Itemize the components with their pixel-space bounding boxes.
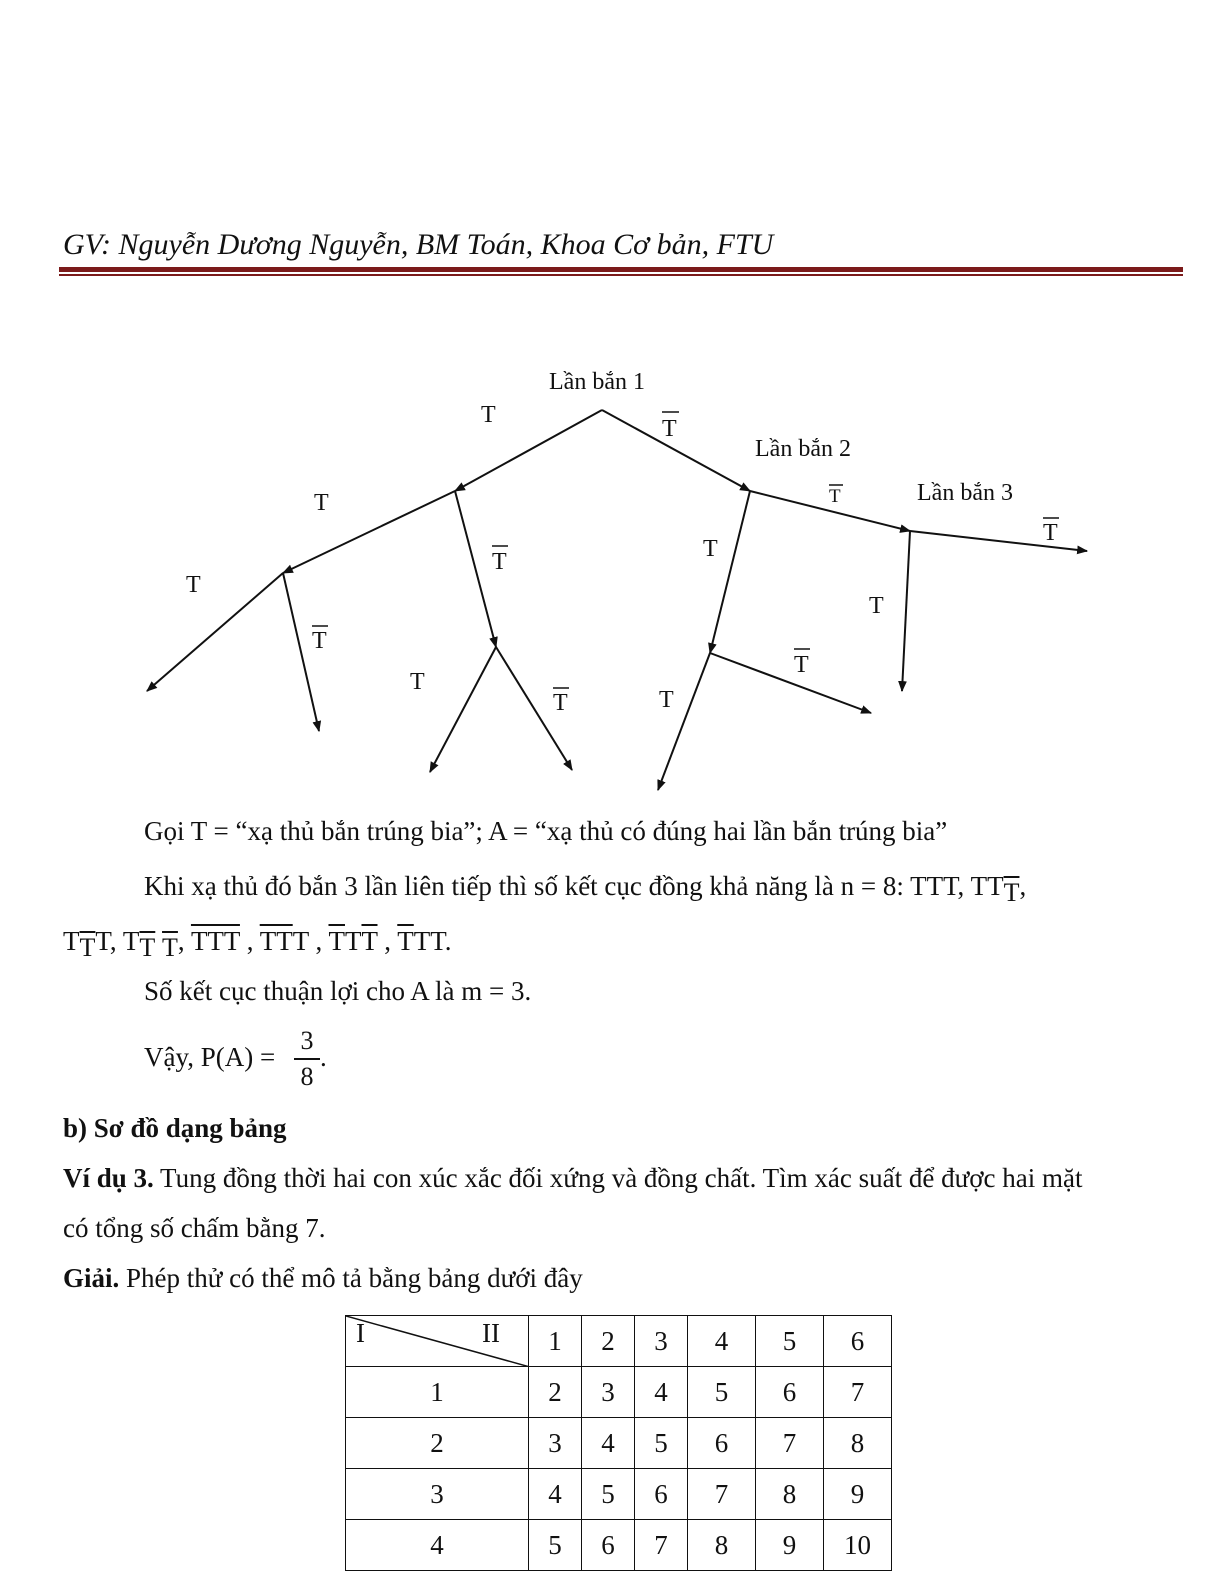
section-heading-text: b) Sơ đồ dạng bảng — [63, 1113, 287, 1143]
branch — [710, 653, 871, 713]
outcomes-list — [63, 926, 452, 962]
example-3 — [63, 1163, 1082, 1194]
table-cell: 8 — [756, 1469, 824, 1520]
table-cell: 6 — [582, 1520, 635, 1571]
branch — [430, 647, 496, 772]
period: . — [320, 1042, 327, 1072]
table-cell: 4 — [582, 1418, 635, 1469]
solution-intro — [63, 1263, 583, 1294]
branch-label-hit: T — [659, 687, 674, 713]
row-header: 3 — [346, 1469, 529, 1520]
col-header: 3 — [635, 1316, 688, 1367]
table-cell: 9 — [824, 1469, 892, 1520]
table-cell: 5 — [582, 1469, 635, 1520]
table-corner-cell — [346, 1316, 529, 1367]
table-header-row — [346, 1316, 892, 1367]
outcome-text: $\overline{T}$ — [162, 933, 178, 962]
branch-label-miss: T — [492, 549, 507, 575]
outcome-text: $\overline{T}$ — [361, 926, 378, 956]
outcome-text: $\overline{T}$ — [328, 926, 345, 956]
outcome-text: TT. — [413, 926, 452, 956]
level-label-3: Lần bắn 3 — [917, 480, 1013, 506]
table-cell: 8 — [824, 1418, 892, 1469]
branch-label-hit: T — [869, 593, 884, 619]
table-row — [346, 1469, 892, 1520]
outcome-text: , — [239, 926, 260, 956]
table-cell: 5 — [635, 1418, 688, 1469]
row-header: 1 — [346, 1367, 529, 1418]
col-header: 4 — [688, 1316, 756, 1367]
comma: , — [1019, 871, 1027, 901]
outcome-text: $\overline{T}$ — [79, 933, 96, 962]
branch-label-hit: T — [410, 669, 425, 695]
branch-label-miss: T — [553, 690, 568, 716]
table-cell: 8 — [688, 1520, 756, 1571]
branch-label-miss: T — [662, 416, 677, 442]
fraction-numerator: 3 — [300, 1026, 314, 1055]
branch-label-miss: T — [794, 652, 809, 678]
table-cell: 4 — [529, 1469, 582, 1520]
outcome-text: $\overline{T}$ — [397, 926, 414, 956]
outcomes-intro — [144, 871, 1027, 907]
fraction-bar — [294, 1058, 320, 1060]
outcomes-intro-text: Khi xạ thủ đó bắn 3 lần liên tiếp thì số kết cục đồng khả năng là n = 8: TTT, TT — [144, 871, 1004, 901]
outcome-text: , — [377, 926, 398, 956]
table-cell: 6 — [635, 1469, 688, 1520]
table-row — [346, 1520, 892, 1571]
branch — [455, 491, 496, 647]
outcome-text: $\overline{T}$ — [139, 933, 156, 962]
table-cell: 7 — [756, 1418, 824, 1469]
table-cell: 7 — [824, 1367, 892, 1418]
level-label-1: Lần bắn 1 — [549, 369, 645, 395]
row-header: 4 — [346, 1520, 529, 1571]
table-row — [346, 1418, 892, 1469]
example-3-cont: có tổng số chấm bằng 7. — [63, 1213, 326, 1243]
solution-label: Giải. — [63, 1263, 120, 1293]
outcome-text: $\overline{TTT}$ — [190, 926, 240, 956]
table-cell: 7 — [635, 1520, 688, 1571]
branch-label-miss: T — [312, 628, 327, 654]
table-cell: 6 — [756, 1367, 824, 1418]
outcome-text: $\overline{TT}$ — [259, 926, 293, 956]
table-cell: 4 — [635, 1367, 688, 1418]
branch — [710, 491, 750, 653]
table-cell: 3 — [582, 1367, 635, 1418]
page-header: GV: Nguyễn Dương Nguyễn, BM Toán, Khoa Cơ bản, FTU — [63, 228, 774, 261]
branch-label-hit: T — [481, 402, 496, 428]
section-heading — [63, 1113, 287, 1144]
outcome-text: , — [177, 926, 191, 956]
col-header: 1 — [529, 1316, 582, 1367]
outcome-text: T — [63, 926, 80, 956]
table-row — [346, 1367, 892, 1418]
branch-label-miss: T — [1043, 520, 1058, 546]
solution-text: Phép thử có thể mô tả bằng bảng dưới đây — [119, 1263, 583, 1293]
branch — [283, 491, 455, 573]
branch-label-hit: T — [186, 572, 201, 598]
corner-row-label: I — [356, 1318, 365, 1348]
probability-result: Vậy, P(A) = — [144, 1042, 276, 1072]
dice-sum-table — [345, 1315, 892, 1571]
branch-label-hit: T — [703, 536, 718, 562]
table-cell: 7 — [688, 1469, 756, 1520]
favorable-count: Số kết cục thuận lợi cho A là m = 3. — [144, 976, 532, 1006]
table-cell: 5 — [529, 1520, 582, 1571]
example-text: Tung đồng thời hai con xúc xắc đối xứng và đồng chất. Tìm xác suất để được hai mặt — [153, 1163, 1083, 1193]
branch — [658, 653, 710, 790]
outcome-text: T, T — [95, 926, 140, 956]
definition-line: Gọi T = “xạ thủ bắn trúng bia”; A = “xạ thủ có đúng hai lần bắn trúng bia” — [144, 816, 948, 846]
table-cell: 5 — [688, 1367, 756, 1418]
example-label: Ví dụ 3. — [63, 1163, 154, 1193]
branch — [455, 410, 602, 491]
branch — [147, 573, 283, 691]
table-cell: 2 — [529, 1367, 582, 1418]
outcome-text: T — [344, 926, 362, 956]
row-header: 2 — [346, 1418, 529, 1469]
level-label-2: Lần bắn 2 — [755, 436, 851, 462]
table-cell: 10 — [824, 1520, 892, 1571]
table-cell: 9 — [756, 1520, 824, 1571]
col-header: 6 — [824, 1316, 892, 1367]
col-header: 5 — [756, 1316, 824, 1367]
branch-label-hit: T — [314, 490, 329, 516]
corner-col-label: II — [482, 1318, 500, 1348]
branch — [902, 531, 910, 691]
table-cell: 3 — [529, 1418, 582, 1469]
col-header: 2 — [582, 1316, 635, 1367]
overline-t: $\overline{T}$ — [1003, 878, 1020, 907]
fraction-denominator: 8 — [300, 1061, 314, 1091]
table-cell: 6 — [688, 1418, 756, 1469]
diagonal-line — [346, 1316, 530, 1367]
branch-label-miss: T — [829, 486, 841, 507]
branch — [910, 531, 1087, 551]
outcome-text: T , — [292, 926, 329, 956]
fraction — [294, 1026, 320, 1092]
